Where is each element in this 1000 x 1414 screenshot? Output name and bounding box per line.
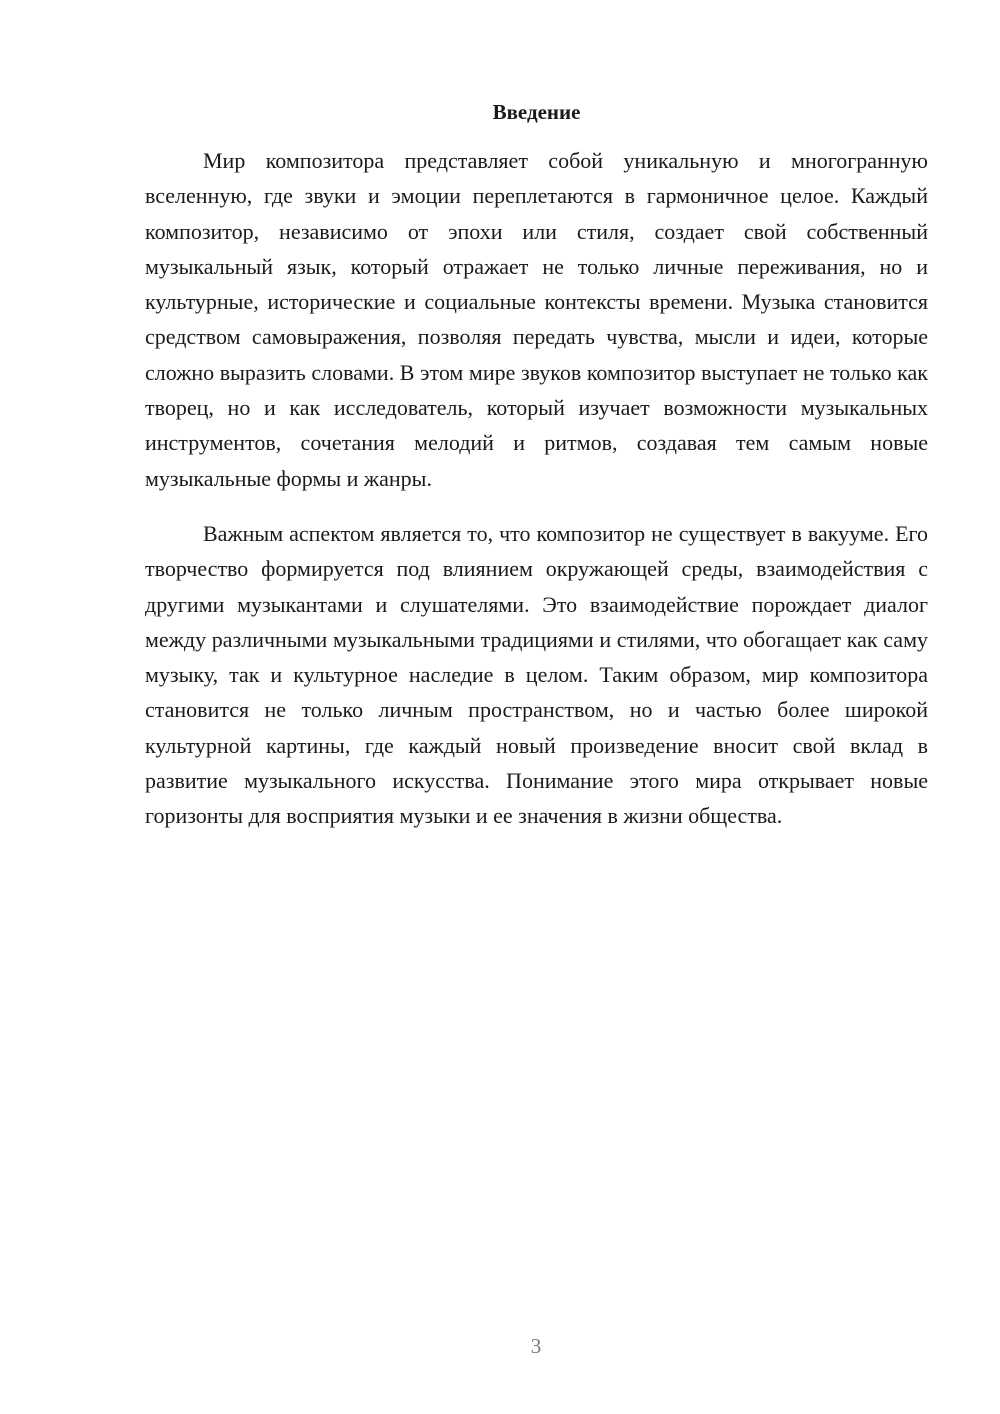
body-text [145, 143, 928, 834]
section-heading: Введение [492, 100, 581, 124]
paragraph-1: Мир композитора представляет собой уникальную и многогранную вселенную, где звуки и эмоции переплетаются в гармоничное целое. Каждый композитор, независимо от эпохи или стиля, создает свой собственный музыкальный язык, который отражает не только личные переживания, но и культурные, исторические и социальные контексты времени. Музыка становится средством самовыражения, позволяя передать чувства, мысли и идеи, которые сложно выразить словами. В этом мире звуков композитор выступает не только как творец, но и как исследователь, который изучает возможности музыкальных инструментов, сочетания мелодий и ритмов, создавая тем самым новые музыкальные формы и жанры. [145, 148, 928, 491]
paragraph-2: Важным аспектом является то, что композитор не существует в вакууме. Его творчество формируется под влиянием окружающей среды, взаимодействия с другими музыкантами и слушателями. Это взаимодействие порождает диалог между различными музыкальными традициями и стилями, что обогащает как саму музыку, так и культурное наследие в целом. Таким образом, мир композитора становится не только личным пространством, но и частью более широкой культурной картины, где каждый новый произведение вносит свой вклад в развитие музыкального искусства. Понимание этого мира открывает новые горизонты для восприятия музыки и ее значения в жизни общества. [145, 520, 928, 829]
page-number: 3 [530, 1334, 542, 1358]
